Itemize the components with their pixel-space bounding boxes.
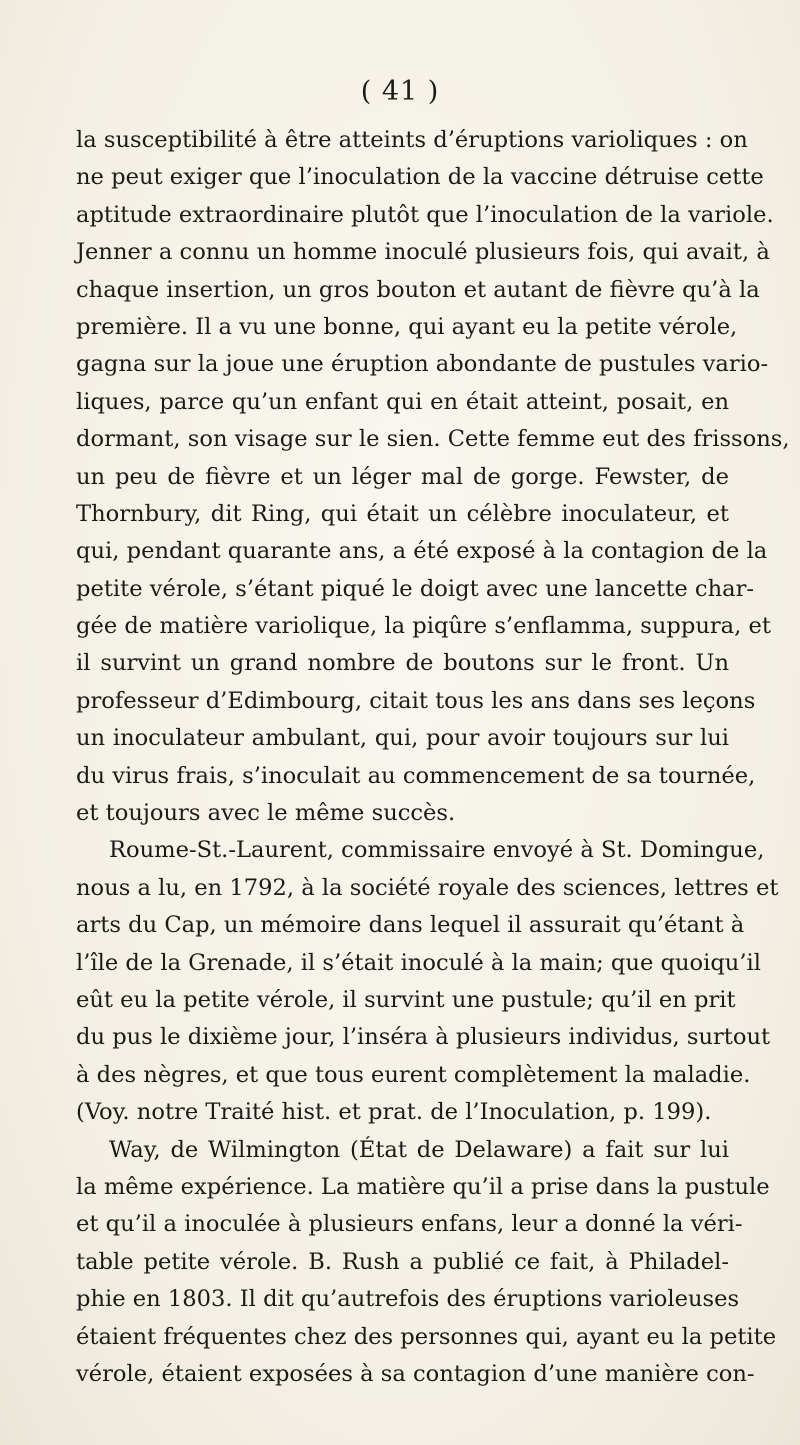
text-line: et qu’il a inoculée à plusieurs enfans, leur a donné la véri-	[76, 1211, 743, 1238]
text-line: la susceptibilité à être atteints d’éruptions varioliques : on	[76, 127, 748, 153]
text-line: qui, pendant quarante ans, a été exposé à la contagion de la	[76, 538, 768, 565]
text-line: aptitude extraordinaire plutôt que l’inoculation de la variole.	[76, 201, 774, 228]
text-line: liques, parce qu’un enfant qui en était atteint, posait, en	[76, 388, 729, 415]
text-line: du pus le dixième jour, l’inséra à plusieurs individus, surtout	[76, 1024, 771, 1051]
text-line: eût eu la petite vérole, il survint une pustule; qu’il en prit	[76, 986, 736, 1013]
text-line: nous a lu, en 1792, à la société royale des sciences, lettres et	[76, 874, 779, 901]
text-line: phie en 1803. Il dit qu’autrefois des éruptions varioleuses	[76, 1286, 740, 1313]
text-line: Jenner a connu un homme inoculé plusieurs fois, qui avait, à	[76, 239, 770, 266]
text-line: à des nègres, et que tous eurent complètement la maladie.	[76, 1061, 751, 1088]
text-line: l’île de la Grenade, il s’était inoculé à la main; que quoiqu’il	[76, 949, 761, 976]
text-line: gée de matière variolique, la piqûre s’enflamma, suppura, et	[76, 613, 771, 640]
text-line: chaque insertion, un gros bouton et autant de fièvre qu’à la	[76, 276, 760, 303]
text-line: ne peut exiger que l’inoculation de la vaccine détruise cette	[76, 164, 764, 191]
text-line: Roume-St.-Laurent, commissaire envoyé à St. Domingue,	[109, 837, 765, 864]
text-line: petite vérole, s’étant piqué le doigt avec une lancette char-	[76, 575, 755, 602]
text-line: professeur d’Edimbourg, citait tous les ans dans ses leçons	[76, 687, 756, 714]
text-line: étaient fréquentes chez des personnes qui, ayant eu la petite	[76, 1323, 777, 1350]
text-line: la même expérience. La matière qu’il a prise dans la pustule	[76, 1173, 770, 1200]
text-line: Way, de Wilmington (État de Delaware) a fait sur lui	[109, 1136, 729, 1163]
text-line: et toujours avec le même succès.	[76, 800, 456, 827]
body-text	[76, 122, 790, 1393]
text-line: table petite vérole. B. Rush a publié ce fait, à Philadel-	[76, 1248, 729, 1275]
text-line: arts du Cap, un mémoire dans lequel il assurait qu’étant à	[76, 912, 745, 939]
text-line: du virus frais, s’inoculait au commencement de sa tournée,	[76, 762, 756, 789]
text-line: (Voy. notre Traité hist. et prat. de l’Inoculation, p. 199).	[76, 1099, 712, 1126]
text-line: il survint un grand nombre de boutons sur le front. Un	[76, 650, 729, 677]
text-line: un peu de fièvre et un léger mal de gorge. Fewster, de	[76, 463, 729, 490]
page-number: ( 41 )	[360, 76, 440, 107]
text-line: dormant, son visage sur le sien. Cette femme eut des frissons,	[76, 426, 790, 453]
text-line: gagna sur la joue une éruption abondante de pustules vario-	[76, 351, 769, 378]
text-line: première. Il a vu une bonne, qui ayant eu la petite vérole,	[76, 313, 738, 340]
text-line: Thornbury, dit Ring, qui était un célèbre inoculateur, et	[76, 500, 729, 527]
text-line: vérole, étaient exposées à sa contagion d’une manière con-	[76, 1360, 755, 1387]
text-line: un inoculateur ambulant, qui, pour avoir toujours sur lui	[76, 725, 729, 752]
